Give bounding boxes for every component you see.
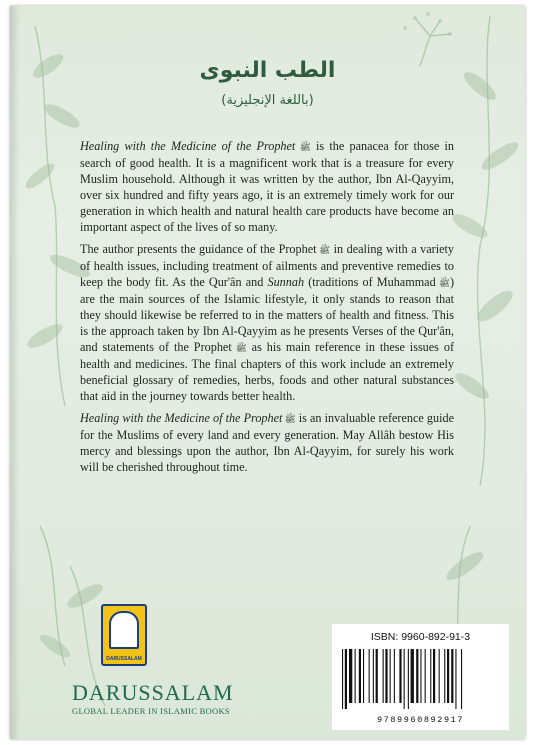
logo-arch-icon	[109, 611, 139, 649]
barcode-icon	[342, 649, 499, 709]
honorific-glyph: ﷺ	[435, 277, 450, 288]
barcode-bar	[430, 649, 431, 703]
blurb-segment: Healing with the Medicine of the Prophet	[80, 139, 296, 153]
barcode-bar	[411, 649, 414, 703]
blurb-paragraph	[80, 241, 454, 405]
arabic-subtitle: (باللغة الإنجليزية)	[221, 93, 314, 108]
barcode-bar	[363, 649, 364, 703]
book-back-cover	[10, 6, 525, 739]
barcode-bar	[359, 649, 361, 703]
barcode-bar	[451, 649, 453, 703]
barcode-bar	[447, 649, 449, 703]
barcode-bar	[439, 649, 440, 703]
blurb-segment: The author presents the guidance of the Prophet	[80, 241, 317, 256]
ean-number: 9789960892917	[376, 715, 465, 725]
barcode-bar	[342, 649, 343, 709]
barcode-bar	[390, 649, 391, 703]
honorific-glyph: ﷺ	[295, 142, 311, 152]
publisher-tagline: GLOBAL LEADER IN ISLAMIC BOOKS	[72, 706, 230, 716]
barcode-bar	[369, 649, 370, 703]
blurb-paragraph	[80, 410, 454, 475]
blurb-paragraph	[80, 138, 454, 236]
barcode-bar	[420, 649, 421, 703]
barcode-bar	[433, 649, 435, 703]
barcode-bar	[385, 649, 387, 703]
barcode-bar	[355, 649, 356, 703]
barcode-bar	[394, 649, 395, 703]
blurb-segment: in dealing with a variety of health issues, including treatment of ailments and preventive remedies to keep the body fit. As the Qur'ân and	[80, 241, 454, 289]
barcode-bar	[408, 649, 409, 709]
arabic-title: الطب النبوى	[199, 58, 336, 83]
blurb-segment: is the panacea for those in search of good health. It is a magnificent work that is a treasure for every Muslim household. Although it was written by the author, Ibn Al-Qayyim, over six hundred and fifty years ago, it is an extremely timely work for our generation in which health and natural health care products have become an important aspect of the lives of so many.	[80, 139, 455, 235]
barcode-panel	[332, 624, 509, 730]
barcode-bar	[455, 649, 456, 709]
barcode-bar	[461, 649, 462, 709]
blurb-segment: ) are the main sources of the Islamic lifestyle, it only stands to reason that they should likewise be referred to in the matters of health and fitness. This is the approach taken by Ibn Al-Qayyim as he presents Verses of the Qur'ân, and statements of the Prophet	[80, 274, 454, 355]
blurb-segment: (traditions of Muhammad	[304, 274, 436, 289]
darussalam-logo	[101, 604, 147, 666]
barcode-bar	[345, 649, 347, 709]
publisher-name: DARUSSALAM	[72, 680, 234, 705]
honorific-glyph: ﷺ	[231, 343, 247, 354]
barcode-bar	[399, 649, 401, 703]
barcode-bar	[444, 649, 445, 703]
blurb-segment: as his main reference in these issues of health and medicines. The final chapters of this work include an extremely beneficial glossary of remedies, herbs, foods and other natural substances that aid in the journey towards better health.	[80, 340, 455, 404]
blurb-text	[80, 138, 454, 480]
barcode-bar	[416, 649, 418, 703]
barcode-bar	[373, 649, 374, 703]
barcode-bar	[404, 649, 405, 709]
barcode-bar	[349, 649, 352, 703]
blurb-segment: is an invaluable reference guide for the Muslims of every land and every generation. May Allâh bestow His mercy and blessings upon the author, Ibn Al-Qayyim, for surely his work will be cherished throughout time.	[80, 410, 455, 474]
logo-label: DARUSSALAM	[106, 656, 142, 662]
barcode-bar	[383, 649, 384, 703]
blurb-segment: Healing with the Medicine of the Prophet	[80, 410, 283, 425]
barcode-bar	[425, 649, 426, 703]
blurb-segment: Sunnah	[267, 274, 305, 289]
barcode-bar	[376, 649, 378, 703]
honorific-glyph: ﷺ	[316, 244, 331, 255]
honorific-glyph: ﷺ	[282, 413, 296, 424]
isbn-text: ISBN: 9960-892-91-3	[370, 631, 471, 643]
